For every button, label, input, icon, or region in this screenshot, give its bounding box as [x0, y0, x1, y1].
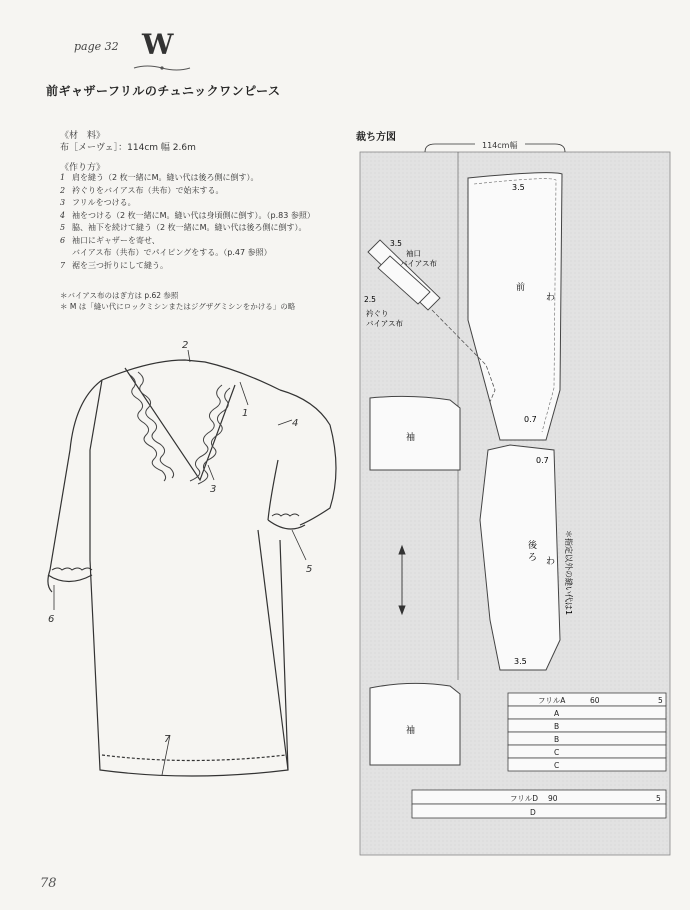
- back-fold-label: わ: [546, 557, 556, 567]
- cuff-bias-label-2: バイアス布: [400, 259, 437, 268]
- step-item: 4 袖をつける（2 枚一緒にM。縫い代は身頃側に倒す）。（p.83 参照）: [60, 210, 315, 220]
- frill-row-3: B: [554, 722, 560, 731]
- sleeve-label-bottom: 袖: [406, 726, 416, 736]
- sleeve-label-top: 袖: [406, 433, 416, 443]
- frill-d-width: 5: [656, 794, 661, 803]
- width-label: 114cm幅: [482, 141, 518, 150]
- page-title: 前ギャザーフリルのチュニックワンピース: [46, 84, 281, 98]
- front-label: 前: [516, 283, 526, 293]
- sleeve-piece-bottom: [370, 683, 460, 765]
- frill-d-length: 90: [548, 794, 558, 803]
- cuff-bias-label-1: 袖口: [406, 249, 421, 258]
- callout-2: 2: [182, 340, 189, 351]
- frill-row-4: B: [554, 735, 560, 744]
- side-note: ＊指定以外の縫い代は1: [564, 530, 573, 616]
- frill-strips-d: [412, 790, 666, 818]
- steps-heading: 《作り方》: [60, 163, 106, 173]
- frill-row-2: A: [554, 709, 560, 718]
- garment-illustration: [30, 330, 350, 790]
- page-reference: page 32: [74, 40, 119, 53]
- step-item: 7 裾を三つ折りにして縫う。: [60, 260, 168, 270]
- callout-1: 1: [242, 408, 249, 419]
- callout-6: 6: [48, 614, 55, 625]
- callout-leaders: [54, 350, 306, 775]
- cutting-diagram: [350, 140, 680, 865]
- back-top-allowance: 0.7: [536, 456, 549, 465]
- materials-value: 布［メーヴェ］：114cm 幅 2.6m: [60, 143, 196, 153]
- back-bottom-allowance: 3.5: [514, 657, 527, 666]
- neck-bias-label-1: 衿ぐり: [366, 309, 389, 318]
- frill-d-row-2: D: [530, 808, 536, 817]
- step-item: 5 脇、袖下を続けて縫う（2 枚一緒にM。縫い代は後ろ側に倒す）。: [60, 223, 307, 232]
- frill-row-5: C: [554, 748, 560, 757]
- step-item: 2 衿ぐりをバイアス布（共布）で始末する。: [60, 185, 224, 195]
- page-number: 78: [40, 876, 57, 891]
- note-item: ＊ M は「縫い代にロックミシンまたはジグザグミシンをかける」の略: [60, 302, 296, 311]
- step-item: バイアス布（共布）でパイピングをする。（p.47 参照）: [72, 248, 272, 257]
- step-item: 1 肩を縫う（2 枚一緒にM。縫い代は後ろ側に倒す）。: [60, 173, 259, 182]
- frill-row-1: フリルA: [538, 696, 566, 705]
- callout-4: 4: [292, 418, 299, 429]
- front-ruffle: [130, 372, 230, 484]
- step-item: 6 袖口にギャザーを寄せ、: [60, 235, 160, 245]
- bias-bottom-allowance: 2.5: [364, 295, 376, 304]
- front-bottom-allowance: 0.7: [524, 415, 537, 424]
- back-label-2: ろ: [528, 553, 538, 563]
- step-item: 3 フリルをつける。: [60, 198, 136, 207]
- materials-heading: 《材 料》: [60, 131, 106, 141]
- note-item: ＊バイアス布のはぎ方は p.62 参照: [60, 291, 179, 300]
- pattern-letter: W: [142, 28, 174, 61]
- back-label-1: 後: [528, 541, 538, 551]
- frill-row-6: C: [554, 761, 560, 770]
- bias-top-allowance: 3.5: [390, 239, 402, 248]
- frill-strips-abc: [508, 693, 666, 771]
- cutting-diagram-title: 裁ち方図: [356, 132, 396, 143]
- callout-5: 5: [306, 564, 313, 575]
- front-fold-label: わ: [546, 293, 556, 303]
- steps-list: [60, 172, 315, 272]
- ornament-divider: [132, 64, 192, 72]
- neck-bias-label-2: バイアス布: [366, 319, 403, 328]
- notes: [60, 290, 295, 312]
- callout-3: 3: [210, 484, 217, 495]
- frill-a-length: 60: [590, 696, 600, 705]
- frill-a-width: 5: [658, 696, 663, 705]
- frill-d-row-1: フリルD: [510, 794, 538, 803]
- front-top-allowance: 3.5: [512, 183, 525, 192]
- callout-7: 7: [164, 734, 171, 745]
